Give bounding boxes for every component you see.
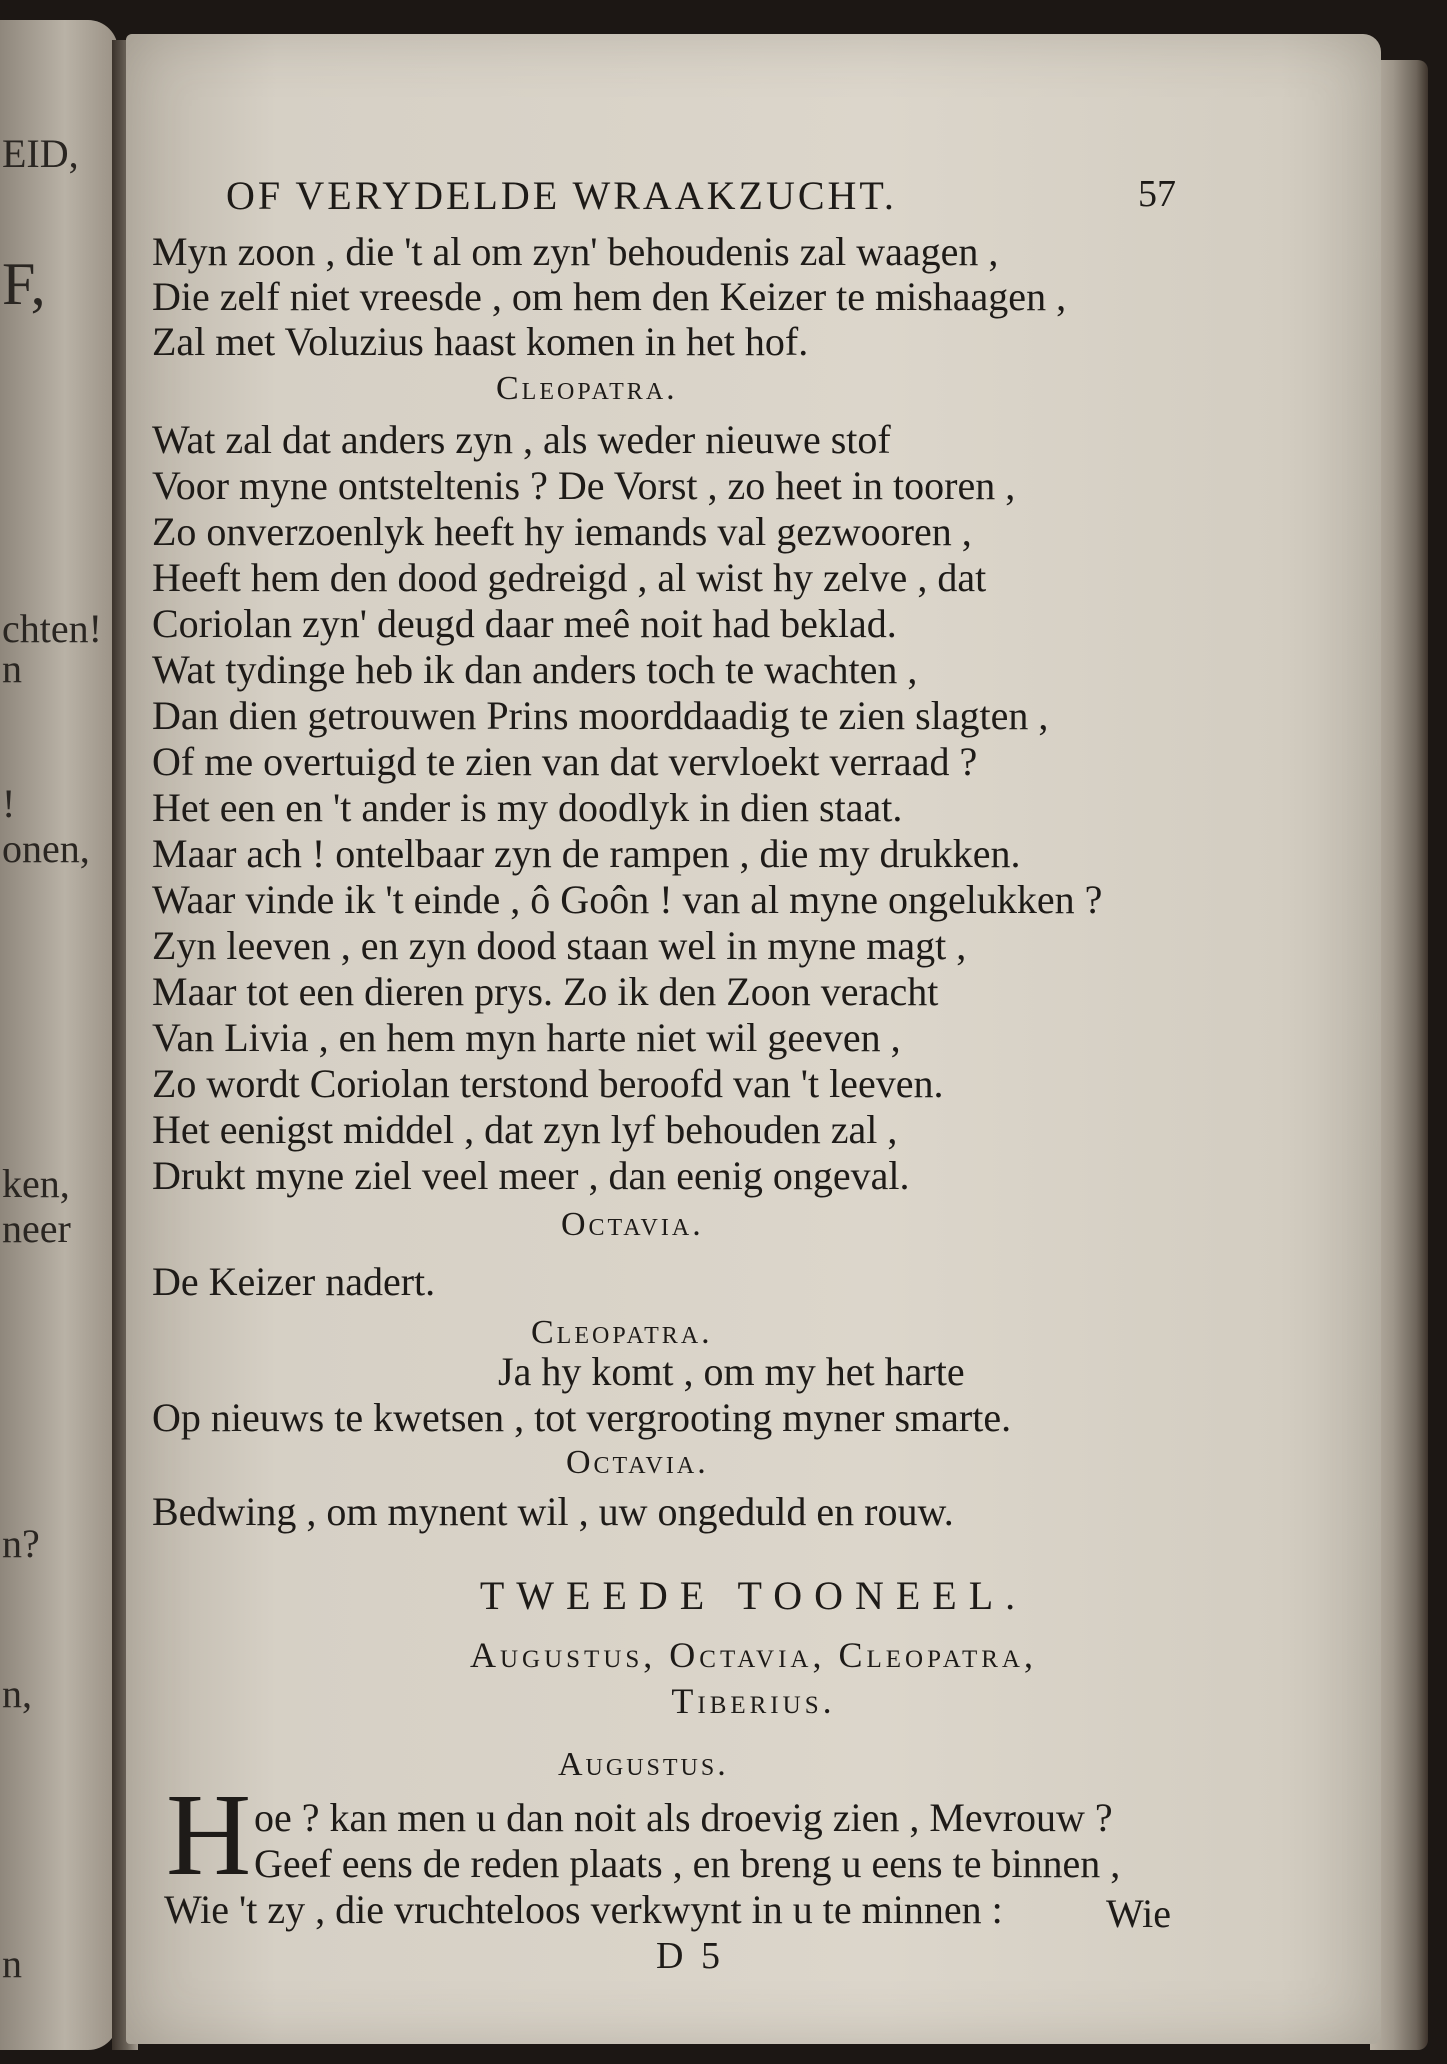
facing-page-fragment: onen, <box>2 826 90 871</box>
facing-page-fragment: ken, <box>2 1161 70 1206</box>
facing-page-fragment: EID, <box>2 131 79 176</box>
catchword: Wie <box>1106 1891 1172 1936</box>
signature-mark: D 5 <box>656 1935 724 1977</box>
verse-line: Zyn leeven , en zyn dood staan wel in myne magt , <box>152 923 967 968</box>
verse-line: Dan dien getrouwen Prins moorddaadig te zien slagten , <box>152 693 1049 738</box>
verse-line: Of me overtuigd te zien van dat vervloekt verraad ? <box>152 739 978 784</box>
running-head <box>126 172 1176 232</box>
facing-page-fragment: n <box>2 646 22 691</box>
book-page <box>126 34 1381 2044</box>
scene-cast-line: Tiberius. <box>671 1681 836 1721</box>
verse-line: Waar vinde ik 't einde , ô Goôn ! van al myne ongelukken ? <box>152 877 1103 922</box>
facing-page-fragment: F, <box>2 251 46 317</box>
verse-line: Ja hy komt , om my het harte <box>498 1349 965 1394</box>
verse-line: Myn zoon , die 't al om zyn' behoudenis zal waagen , <box>152 229 999 274</box>
scene-cast-line: Augustus, Octavia, Cleopatra, <box>469 1635 1037 1675</box>
verse-line: Voor myne ontsteltenis ? De Vorst , zo heet in tooren , <box>152 463 1016 508</box>
verse-line: Op nieuws te kwetsen , tot vergrooting myner smarte. <box>152 1395 1012 1440</box>
verse-line: Bedwing , om mynent wil , uw ongeduld en rouw. <box>152 1489 954 1534</box>
facing-page-fragment: n? <box>2 1521 40 1566</box>
verse-line: Zo wordt Coriolan terstond beroofd van 't leeven. <box>152 1061 944 1106</box>
speaker-name: Cleopatra. <box>496 370 678 407</box>
verse-line: Heeft hem den dood gedreigd , al wist hy zelve , dat <box>152 555 987 600</box>
speaker-name: Cleopatra. <box>531 1314 713 1351</box>
scene-title: TWEEDE TOONEEL. <box>479 1573 1028 1618</box>
verse-line: oe ? kan men u dan noit als droevig zien , Mevrouw ? <box>254 1795 1113 1840</box>
verse-line: Maar ach ! ontelbaar zyn de rampen , die my drukken. <box>152 831 1021 876</box>
verse-line: Van Livia , en hem myn harte niet wil geeven , <box>152 1015 901 1060</box>
speaker-name: Octavia. <box>566 1444 709 1481</box>
page-number: 57 <box>1138 173 1176 215</box>
verse-line: Zo onverzoenlyk heeft hy iemands val gezwooren , <box>152 509 972 554</box>
verse-line: Het een en 't ander is my doodlyk in dien staat. <box>152 785 903 830</box>
verse-line: Coriolan zyn' deugd daar meê noit had beklad. <box>152 601 897 646</box>
facing-page-fragment: ! <box>2 781 16 826</box>
speaker-name: Augustus. <box>558 1746 729 1783</box>
facing-page-fragment: n, <box>2 1671 32 1716</box>
facing-page-fragment: neer <box>2 1206 71 1251</box>
verse-line: Het eenigst middel , dat zyn lyf behouden zal , <box>152 1107 898 1152</box>
verse-line: Geef eens de reden plaats , en breng u eens te binnen , <box>254 1841 1121 1886</box>
drop-cap-initial: H <box>166 1769 252 1900</box>
facing-page-left <box>0 20 118 2050</box>
verse-line: Wie 't zy , die vruchteloos verkwynt in u te minnen : <box>164 1887 1003 1932</box>
page-text-block <box>126 34 1381 2044</box>
facing-page-fragment: n <box>2 1941 22 1986</box>
verse-line: Die zelf niet vreesde , om hem den Keizer te mishaagen , <box>152 274 1067 319</box>
verse-line: Zal met Voluzius haast komen in het hof. <box>152 319 809 364</box>
verse-line: De Keizer nadert. <box>152 1259 436 1304</box>
verse-line: Maar tot een dieren prys. Zo ik den Zoon veracht <box>152 969 939 1014</box>
verse-line: Drukt myne ziel veel meer , dan eenig ongeval. <box>152 1153 910 1198</box>
running-head-title: OF VERYDELDE WRAAKZUCHT. <box>226 173 897 218</box>
verse-line: Wat zal dat anders zyn , als weder nieuwe stof <box>152 417 891 462</box>
facing-page-fragment: chten! <box>2 606 102 651</box>
speaker-name: Octavia. <box>561 1206 704 1243</box>
verse-line: Wat tydinge heb ik dan anders toch te wachten , <box>152 647 918 692</box>
